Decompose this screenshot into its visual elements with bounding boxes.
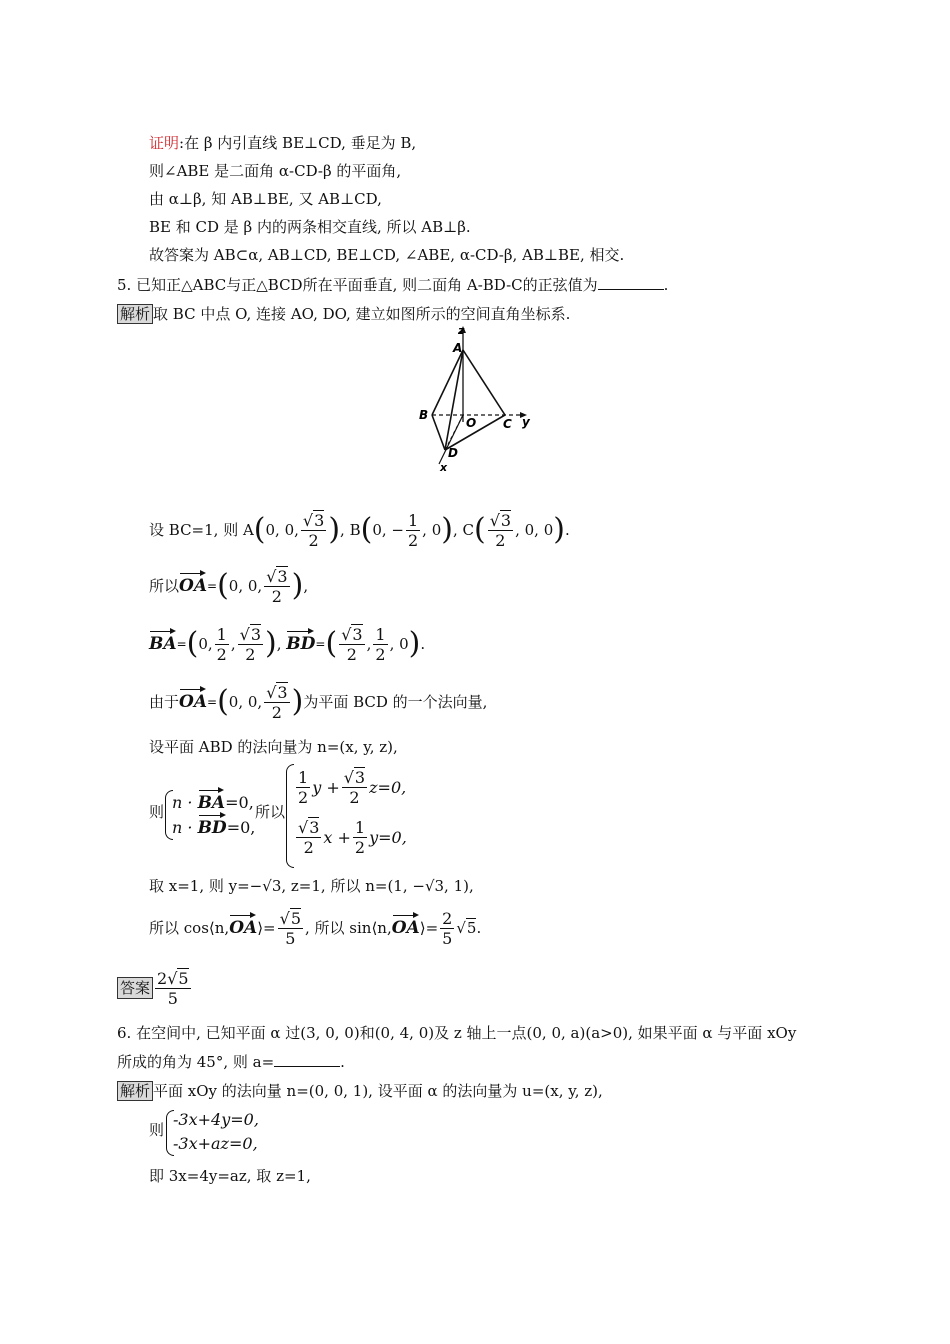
comma: , [366, 635, 372, 653]
frac-2-over-5 [440, 909, 454, 948]
label-y: y [522, 415, 530, 429]
frac-sqrt3-over-2: $\frac{√3}{2}$ [489, 510, 512, 550]
sys2-eq1 [294, 768, 406, 807]
q6-last: 即 3x=4y=az, 取 z=1, [149, 1167, 311, 1185]
paren-open: ( [217, 568, 229, 603]
radicand: 3 [314, 510, 325, 530]
coord-C-post: , 0, 0 [515, 521, 554, 539]
radicand: 3 [277, 682, 288, 702]
s8-mid: ⟩= [257, 919, 276, 937]
s8-end: . [476, 919, 482, 937]
paren-open: ( [186, 626, 199, 661]
paren-close: ) [328, 512, 341, 547]
proof-text-1: :在 β 内引直线 BE⊥CD, 垂足为 B, [179, 134, 417, 152]
s2-val: 0, 0, [228, 577, 263, 595]
frac-sqrt3-over-2: $\frac{√3}{2}$ [239, 624, 262, 664]
q5-analysis [117, 304, 570, 324]
sys1-eq1 [172, 793, 254, 813]
label-z: z [458, 324, 465, 337]
numerator: 1 [407, 510, 419, 530]
s3-b-post: , 0 [389, 635, 409, 653]
frac-1-over-2 [353, 818, 367, 857]
q6-analysis [117, 1081, 603, 1101]
proof-line-3: 由 α⊥β, 知 AB⊥BE, 又 AB⊥CD, [149, 190, 382, 208]
radicand: 5 [466, 919, 477, 937]
q5-analysis-label: 解析 [117, 304, 153, 324]
coord-B-pre: , B [340, 521, 361, 539]
label-A: A [453, 341, 463, 355]
sys2-eq2 [294, 818, 407, 857]
vector-BD: BD [286, 634, 316, 654]
radicand: 5 [290, 908, 301, 928]
numerator: 1 [216, 624, 227, 644]
vector-OA: OA [179, 692, 208, 712]
edge-AC [463, 350, 505, 415]
q5-answer-blank [598, 275, 664, 290]
q5-stem [117, 275, 668, 295]
q5-BA-BD-line: BA = ( 0, $\frac{1}{2}$ , $\frac{√3}{2}$ ) , BD = ( $\frac{√3}{2}$ , $\frac{1}{2}$ , 0 ) . [149, 624, 426, 664]
label-C: C [503, 417, 512, 431]
denominator: 2 [354, 838, 366, 857]
q5-analysis-text: 取 BC 中点 O, 连接 AO, DO, 建立如图所示的空间直角坐标系. [153, 305, 571, 323]
denominator: 5 [442, 928, 453, 948]
brace-2 [286, 764, 294, 868]
sys1-a-post: =0, [225, 793, 254, 812]
q5-normal-def: 设平面 ABD 的法向量为 n=(x, y, z), [149, 738, 398, 756]
coord-C-pre: , C [452, 521, 474, 539]
radicand: 3 [250, 624, 262, 644]
frac-sqrt3-over-2: $\frac{√3}{2}$ [298, 818, 320, 857]
denominator: 2 [298, 788, 309, 807]
paren-close: ) [291, 568, 304, 603]
sys1-a: n · [172, 793, 198, 812]
radicand: 5 [178, 968, 189, 988]
s4-pre: 由于 [149, 693, 180, 711]
q6-eq2-text: -3x+az=0, [173, 1134, 258, 1153]
q6-stem-1: 6. 在空间中, 已知平面 α 过(3, 0, 0)和(0, 4, 0)及 z 轴上一点(0, 0, a)(a>0), 如果平面 α 与平面 xOy [117, 1024, 797, 1042]
proof-line-1 [149, 133, 416, 153]
coord-A-text: 0, 0, [265, 521, 299, 539]
q6-analysis-label: 解析 [117, 1081, 153, 1101]
q5-take-x: 取 x=1, 则 y=−√3, z=1, 所以 n=(1, −√3, 1), [149, 877, 474, 895]
frac-sqrt3-over-2: $\frac{√3}{2}$ [343, 768, 366, 807]
q5-stem-end: . [663, 276, 669, 294]
sys2-a-z: z=0, [369, 777, 407, 797]
paren-open: ( [217, 684, 229, 719]
paren-close: ) [553, 512, 565, 547]
q5-answer [117, 966, 193, 1010]
denominator: 2 [375, 644, 386, 664]
numerator: 1 [298, 768, 309, 787]
denominator: 5 [167, 988, 178, 1008]
q5-cos-sin-line: 所以 cos⟨n, OA ⟩= $\frac{√5}{5}$ , 所以 sin⟨n, OA ⟩= $\frac{2}{5}$ √ 5 . [149, 908, 482, 948]
s3-a: 0, [198, 635, 213, 653]
coord-B-post: , 0 [422, 521, 442, 539]
denominator: 2 [349, 788, 360, 807]
sys2-b-x: x + [323, 827, 351, 847]
proof-label: 证明 [149, 134, 180, 152]
s8-pre: 所以 cos⟨n, [149, 919, 230, 937]
sys2-a-y: y + [312, 777, 340, 797]
paren-open: ( [360, 512, 373, 547]
coord-B-text: 0, − [372, 521, 404, 539]
coords-end: . [564, 521, 570, 539]
frac-1-over-2 [373, 625, 387, 664]
paren-open: ( [325, 626, 338, 661]
proof-line-4: BE 和 CD 是 β 内的两条相交直线, 所以 AB⊥β. [149, 218, 471, 236]
vector-OA: OA [229, 918, 258, 938]
q6-then: 则 [149, 1121, 165, 1139]
sys1-eq2 [172, 818, 255, 838]
vector-BA: BA [149, 634, 177, 654]
frac-sqrt5-over-5: $\frac{√5}{5}$ [279, 908, 301, 948]
vector-BA: BA [197, 793, 226, 813]
denominator: 2 [346, 644, 357, 664]
paren-open: ( [473, 512, 486, 547]
paren-close: ) [441, 512, 453, 547]
vector-OA: OA [179, 576, 208, 596]
q6-stem2-pre: 所成的角为 45°, 则 a= [117, 1053, 275, 1071]
q6-stem2-end: . [340, 1053, 345, 1071]
q5-normal-line: 由于 OA = ( 0, 0, $\frac{√3}{2}$ ) 为平面 BCD 的一个法向量, [149, 682, 488, 722]
radicand: 3 [309, 818, 320, 837]
comma: , [276, 635, 282, 653]
frac-sqrt3-over-2: $\frac{√3}{2}$ [341, 624, 363, 664]
edge-AD [445, 350, 463, 450]
q5-answer-label: 答案 [117, 977, 153, 999]
numerator: 1 [354, 818, 366, 837]
s2-pre: 所以 [149, 577, 180, 595]
numerator: 2 [442, 908, 453, 928]
radicand: 3 [500, 510, 512, 530]
numerator: 1 [375, 624, 386, 644]
edge-BD [432, 415, 445, 450]
comma: , [230, 635, 236, 653]
frac-sqrt3-over-2: $\frac{√3}{2}$ [302, 510, 325, 550]
denominator: 2 [271, 586, 282, 606]
paren-open: ( [253, 512, 266, 547]
s8-mid3: ⟩= [419, 919, 439, 937]
q5-coords-line [149, 508, 570, 552]
frac-2sqrt5-over-5: $\frac{2√5}{5}$ [157, 968, 189, 1008]
label-x: x [440, 461, 448, 472]
denominator: 2 [495, 530, 506, 550]
paren-close: ) [265, 626, 277, 661]
radicand: 3 [352, 624, 363, 644]
q5-stem-text: 5. 已知正△ABC与正△BCD所在平面垂直, 则二面角 A-BD-C的正弦值为 [117, 276, 598, 294]
s4-val: 0, 0, [228, 693, 263, 711]
s3-end: . [420, 635, 426, 653]
frac-1-over-2 [296, 768, 310, 807]
sys1-b: n · [172, 818, 198, 837]
tetrahedron-figure [410, 322, 540, 472]
denominator: 2 [303, 838, 314, 857]
proof-line-2: 则∠ABE 是二面角 α-CD-β 的平面角, [149, 162, 402, 180]
coords-pre: 设 BC=1, 则 A [149, 521, 254, 539]
paren-close: ) [408, 626, 421, 661]
edge-AB [432, 350, 463, 415]
s4-post: 为平面 BCD 的一个法向量, [303, 693, 488, 711]
radicand: 3 [354, 768, 366, 787]
s2-end: , [303, 577, 309, 595]
frac-1-over-2 [215, 625, 229, 664]
denominator: 2 [271, 702, 282, 722]
proof-line-5: 故答案为 AB⊂α, AB⊥CD, BE⊥CD, ∠ABE, α-CD-β, AB⊥BE, 相交. [149, 246, 625, 264]
q6-answer-blank [274, 1052, 340, 1067]
denominator: 2 [407, 530, 419, 550]
denominator: 2 [308, 530, 319, 550]
coef: 2 [157, 968, 168, 988]
vector-OA: OA [391, 918, 420, 938]
q6-stem-2 [117, 1052, 345, 1072]
q6-analysis-text: 平面 xOy 的法向量 n=(0, 0, 1), 设平面 α 的法向量为 u=(x, y, z), [153, 1082, 603, 1100]
q6-eq2 [173, 1134, 258, 1154]
q5-OA-line: 所以 OA = ( 0, 0, $\frac{√3}{2}$ ) , [149, 566, 309, 606]
denominator: 2 [216, 644, 227, 664]
frac-sqrt3-over-2: $\frac{√3}{2}$ [266, 682, 288, 722]
radicand: 3 [277, 566, 288, 586]
sys1-b-post: =0, [226, 818, 256, 837]
denominator: 5 [285, 928, 296, 948]
label-B: B [419, 408, 429, 422]
paren-close: ) [291, 684, 304, 719]
sys2-b-y: y=0, [369, 827, 407, 847]
frac-1-over-2 [406, 511, 420, 550]
denominator: 2 [245, 644, 256, 664]
frac-sqrt3-over-2: $\frac{√3}{2}$ [266, 566, 288, 606]
vector-BD: BD [197, 818, 227, 838]
q6-eq1 [173, 1110, 259, 1130]
q6-eq1-text: -3x+4y=0, [173, 1110, 259, 1129]
label-O: O [466, 416, 477, 430]
q5-so: 所以 [255, 803, 286, 821]
q5-then: 则 [149, 803, 165, 821]
label-D: D [448, 446, 458, 460]
s8-mid2: , 所以 sin⟨n, [305, 919, 392, 937]
